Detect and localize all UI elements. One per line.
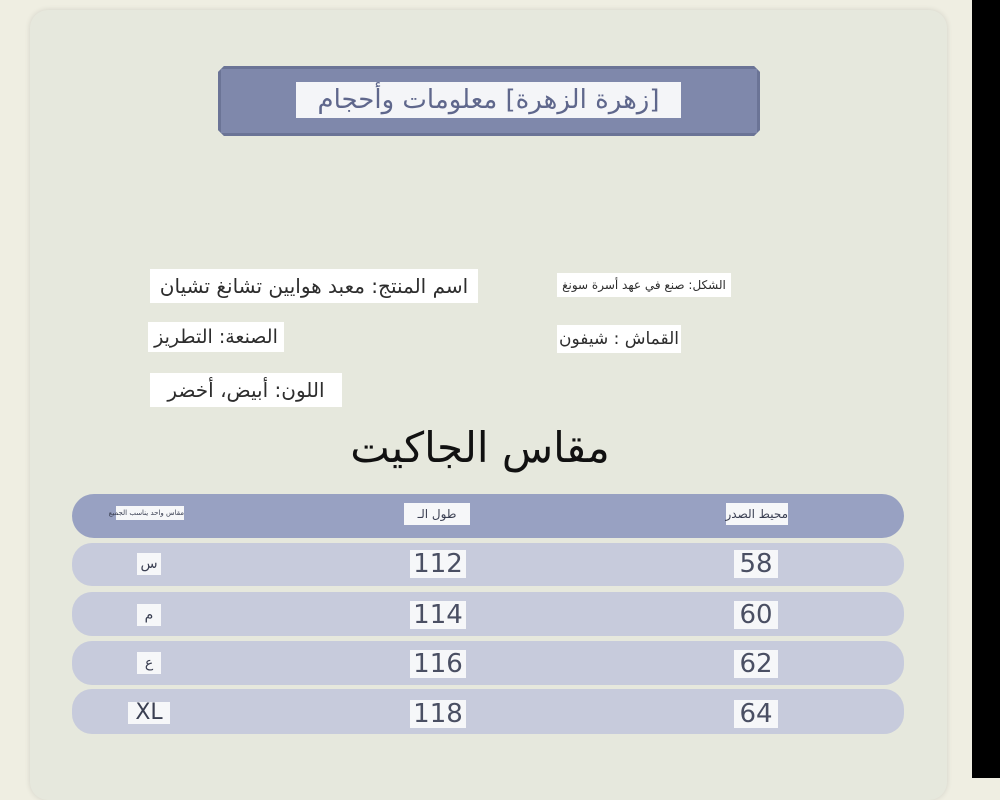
edge-strip xyxy=(972,0,1000,778)
section-title: مقاس الجاكيت xyxy=(350,423,610,472)
bust-cell: 64 xyxy=(734,700,778,728)
header-length: طول الـ xyxy=(404,503,470,525)
fabric-label: القماش : شيفون xyxy=(557,325,681,353)
page-title: [زهرة الزهرة] معلومات وأحجام xyxy=(296,82,681,118)
size-cell: XL xyxy=(128,702,170,724)
length-cell: 112 xyxy=(410,550,466,578)
bust-cell: 60 xyxy=(734,601,778,629)
table-row xyxy=(72,592,904,636)
table-row xyxy=(72,689,904,734)
header-size: مقاس واحد يناسب الجميع xyxy=(116,506,184,520)
size-cell: ع xyxy=(137,652,161,674)
bust-cell: 58 xyxy=(734,550,778,578)
style-label: الشكل: صنع في عهد أسرة سونغ xyxy=(557,273,731,297)
size-cell: م xyxy=(137,604,161,626)
length-cell: 116 xyxy=(410,650,466,678)
color-label: اللون: أبيض، أخضر xyxy=(150,373,342,407)
table-row xyxy=(72,543,904,586)
product-name-label: اسم المنتج: معبد هوايين تشانغ تشيان xyxy=(150,269,478,303)
table-row xyxy=(72,641,904,685)
size-cell: س xyxy=(137,553,161,575)
craft-label: الصنعة: التطريز xyxy=(148,322,284,352)
header-bust: محيط الصدر xyxy=(726,503,788,525)
bust-cell: 62 xyxy=(734,650,778,678)
length-cell: 114 xyxy=(410,601,466,629)
length-cell: 118 xyxy=(410,700,466,728)
